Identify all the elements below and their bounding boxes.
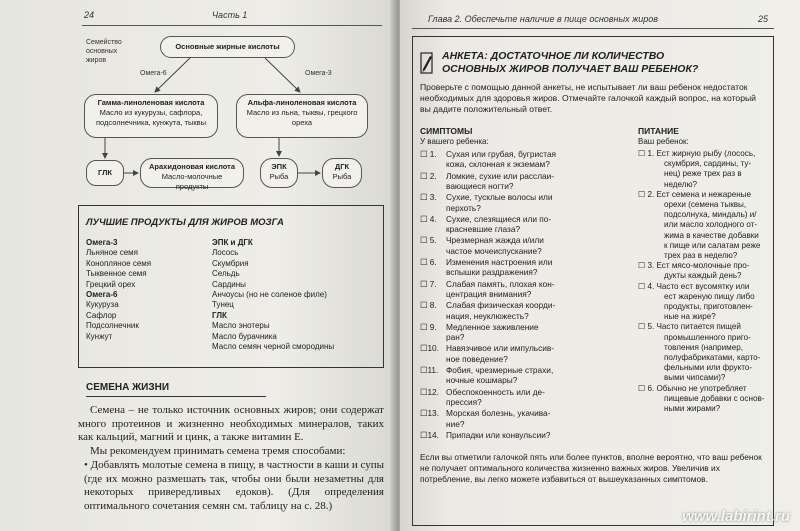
symptom-text: Чрезмерная жажда и/или [446,235,544,246]
food-item: Лосось [212,248,239,258]
symptom-item[interactable] [420,430,635,440]
pencil-icon [418,52,436,74]
nutrition-item-line: или масло холодного от- [664,220,758,230]
header-rule-right [412,28,774,29]
symptom-text: прессия? [446,397,482,407]
food-group-heading: Омега-6 [86,290,118,300]
symptom-checkbox[interactable]: ☐ 8. [420,300,437,311]
food-item: Тунец [212,300,234,310]
left-page [0,0,396,531]
symptom-checkbox[interactable]: ☐ 7. [420,278,437,289]
nutrition-item-line: ные на жире? [664,312,716,322]
page-number-right: 25 [758,14,769,24]
nutrition-subheading: Ваш ребенок: [638,137,689,146]
symptom-text: Слабая память, плохая кон- [446,278,555,289]
dgk-text: Рыба [332,172,352,181]
symptoms-subheading: У вашего ребенка: [420,137,489,146]
glk-label: ГЛК [98,168,112,177]
symptom-checkbox[interactable]: ☐12. [420,386,439,397]
nutrition-item[interactable]: ☐ 6. Обычно не употребляет [638,383,747,393]
food-item: Сардины [212,279,246,289]
diagram-caption: Семейство основных жиров [86,39,122,64]
questionnaire-intro: Проверьте с помощью данной анкеты, не испытывает ли ваш ребенок недостаток необходимых для здоровья жиров. Отмечайте галочкой каждый вопрос, на который вы дадите положительный ответ. [420,82,756,114]
food-group-heading: ГЛК [212,310,227,320]
nutrition-item-line: орехи (семена тыквы, [664,200,747,209]
food-group-heading: ЭПК и ДГК [212,238,253,247]
food-item: Анчоусы (но не соленое филе) [212,290,327,300]
nutrition-item-line: к пище или салатам реже [664,240,761,250]
nutrition-item-line: жима в качестве добавки [664,230,759,240]
seeds-paragraph-2: Мы рекомендуем принимать семена тремя способами: [90,445,346,457]
best-foods-col-epk [212,238,382,352]
running-header-left: Часть 1 [212,10,248,20]
symptom-checkbox[interactable]: ☐ 5. [420,235,437,246]
nutrition-item-line: подсолнуха, миндаль) и/ [664,210,757,220]
page-number-left: 24 [84,10,95,20]
nutrition-item-line: выми чипсами)? [664,373,726,383]
root-node-label: Основные жирные кислоты [175,42,280,51]
omega6-label: Омега-6 [140,70,167,77]
symptom-text: кожа, склонная к экземам? [446,159,550,170]
arrow-root-gla [155,58,190,92]
symptom-text: Слабая физическая коорди- [446,300,556,311]
symptom-item[interactable] [420,343,635,364]
symptom-item[interactable] [420,365,635,386]
nutrition-item-line: товления (например, [664,342,743,352]
nutrition-item[interactable]: ☐ 3. Ест мясо-молочные про- [638,261,750,271]
symptom-checkbox[interactable]: ☐ 2. [420,170,437,181]
symptom-item[interactable] [420,279,635,300]
diagram-arrows [0,0,396,200]
symptom-text: Сухие, тусклые волосы или [446,192,553,203]
symptom-item[interactable] [420,300,635,321]
seeds-title: СЕМЕНА ЖИЗНИ [86,382,266,397]
nutrition-item[interactable]: ☐ 4. Часто ест вусомятку или [638,281,750,291]
symptom-item[interactable] [420,214,635,235]
food-item: Масло бурачника [212,331,277,341]
ala-title: Альфа-линоленовая кислота [247,98,357,107]
symptom-checkbox[interactable]: ☐ 3. [420,192,437,203]
symptom-checkbox[interactable]: ☐ 1. [420,149,437,159]
symptom-text: Ломкие, сухие или расслаи- [446,170,555,181]
best-foods-title: ЛУЧШИЕ ПРОДУКТЫ ДЛЯ ЖИРОВ МОЗГА [86,217,284,228]
nutrition-item-line: полуфабрикатами, карто- [664,353,761,362]
symptom-text: ран? [446,332,465,343]
food-group-heading: Омега-3 [86,238,118,247]
symptom-item[interactable] [420,322,635,343]
watermark: www.labirint.ru [682,508,790,525]
symptom-checkbox[interactable]: ☐ 6. [420,257,437,267]
nutrition-item-line: фельными или фрукто- [664,363,753,373]
symptom-item[interactable] [420,192,635,213]
gla-text: Масло из кукурузы, сафлора, подсолнечника, кунжута, тыквы [95,108,207,127]
gla-title: Гамма-линоленовая кислота [97,98,205,107]
symptom-text: красневшие глаза? [446,224,521,235]
arachidonic-title: Арахидоновая кислота [149,162,235,171]
nutrition-item-line: промышленного приго- [664,332,751,342]
food-item: Сафлор [86,310,117,320]
nutrition-item-line: скумбрия, сардины, ту- [664,159,752,169]
questionnaire-title-2: ОСНОВНЫХ ЖИРОВ ПОЛУЧАЕТ ВАШ РЕБЕНОК? [442,63,699,75]
symptom-text: Фобия, чрезмерные страхи, [446,365,554,375]
best-foods-col-omega [86,238,206,342]
food-item: Тыквенное семя [86,269,147,279]
food-item: Скумбрия [212,258,249,268]
symptom-text: Сухие, слезящиеся или по- [446,213,552,224]
symptom-item[interactable] [420,408,635,429]
symptom-text: Навязчивое или импульсив- [446,343,555,354]
dgk-title: ДГК [334,162,350,171]
omega3-label: Омега-3 [305,70,332,77]
symptom-item[interactable] [420,171,635,192]
nutrition-item-line: пищевые добавки с основ- [664,393,765,403]
nutrition-item[interactable]: ☐ 5. Часто питается пищей [638,322,741,332]
nutrition-item-line: нец) реже трех раз в [664,169,742,179]
epk-text: Рыба [269,172,289,181]
nutrition-item[interactable]: ☐ 1. Ест жирную рыбу (лосось, [638,149,756,158]
symptom-checkbox[interactable]: ☐10. [420,343,439,354]
nutrition-item-line: трех раз в неделю? [664,251,738,260]
nutrition-item-line: дукты каждый день? [664,271,742,281]
running-header-right: Глава 2. Обеспечьте наличие в пище основных жиров [428,14,658,24]
questionnaire-conclusion: Если вы отметили галочкой пять или более пунктов, вполне вероятно, что ваш ребенок не получает оптимального количества жизненно важных жиров. Увеличив их потребление, вы легко можете избавиться от вышеуказанных симптомов. [420,452,762,484]
food-item: Конопляное семя [86,258,152,268]
symptom-text: Медленное заживление [446,321,539,332]
food-item: Кукуруза [86,300,119,310]
symptom-item[interactable] [420,149,635,170]
symptom-item[interactable] [420,235,635,256]
food-item: Сельдь [212,269,240,279]
symptom-text: частое мочеиспускание? [446,245,542,256]
food-item: Кунжут [86,331,113,341]
symptom-text: Сухая или грубая, бугристая [446,149,557,159]
symptom-text: Обеспокоенность или де- [446,386,545,397]
symptom-text: ное поведение? [446,353,508,364]
nutrition-item[interactable]: ☐ 2. Ест семена и нежареные [638,189,752,199]
symptom-item[interactable] [420,387,635,408]
symptom-text: ние? [446,418,465,429]
questionnaire-title-1: АНКЕТА: ДОСТАТОЧНОЕ ЛИ КОЛИЧЕСТВО [442,50,665,62]
arachidonic-text: Масло-молочные продукты [161,172,223,191]
nutrition-item-line: ест жареную пищу либо [664,291,755,301]
epk-title: ЭПК [271,162,287,171]
seeds-paragraph-1: Семена – не только источник основных жиров; они содержат много протеинов и жизненно необходимых минералов, таких как кальций, магний и цинк, а также витамин Е. [78,404,384,443]
symptom-checkbox[interactable]: ☐11. [420,365,439,375]
symptom-text: вспышки раздражения? [446,267,538,278]
food-item: Масло семян черной смородины [212,342,335,352]
food-item: Грецкий орех [86,279,136,289]
symptom-checkbox[interactable]: ☐ 4. [420,213,437,224]
symptom-checkbox[interactable]: ☐ 9. [420,321,437,332]
symptom-text: вающиеся ногти? [446,181,514,191]
nutrition-item-line: продукты, приготовлен- [664,302,753,311]
nutrition-item-line: неделю? [664,179,698,189]
symptom-text: ночные кошмары? [446,375,518,386]
symptoms-heading: СИМПТОМЫ [420,126,473,136]
nutrition-item-line: ными жирами? [664,404,721,413]
seeds-bullet-1: • Добавлять молотые семена в пищу, в частности в каши и супы (где их можно размешать так, чтобы они были незаметны для некоторых привередливых едоков). (Для определения оптимального сочетания семян см. таблицу на с. 28.) [84,459,384,512]
symptom-text: нация, неуклюжесть? [446,310,529,321]
food-item: Масло энотеры [212,321,270,331]
symptom-checkbox[interactable]: ☐14. [420,429,439,440]
food-item: Льняное семя [86,248,138,258]
arrow-root-ala [265,58,300,92]
symptom-text: Припадки или конвульсии? [446,429,551,440]
symptom-item[interactable] [420,257,635,278]
symptom-text: перхоть? [446,202,481,213]
symptom-text: центрация внимания? [446,289,532,299]
ala-text: Масло из льна, тыквы, грецкого ореха [246,108,358,127]
food-item: Подсолнечник [86,321,139,331]
symptom-checkbox[interactable]: ☐13. [420,408,439,419]
symptom-text: Изменения настроения или [446,257,553,267]
nutrition-heading: ПИТАНИЕ [638,126,679,136]
symptom-text: Морская болезнь, укачива- [446,408,551,419]
